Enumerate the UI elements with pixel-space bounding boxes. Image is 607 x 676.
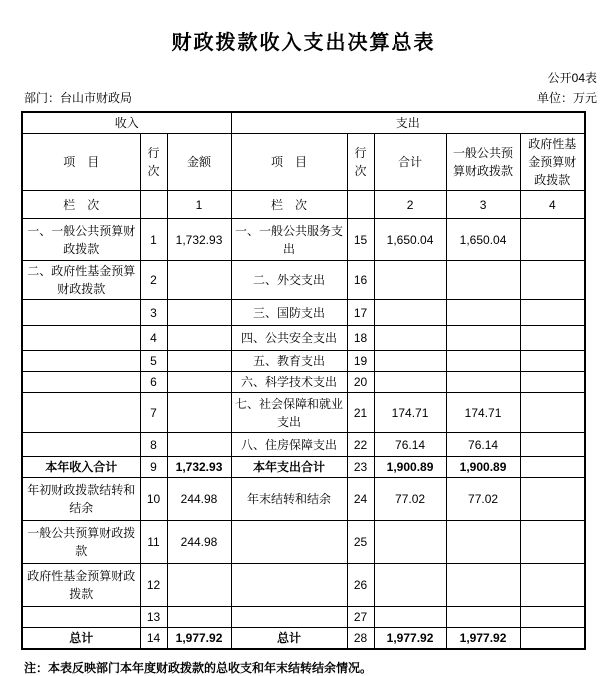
income-amount-cell: 1,732.93 xyxy=(167,219,231,261)
income-rowno-cell: 4 xyxy=(140,326,167,351)
expense-item-cell xyxy=(231,564,347,607)
income-amount-cell xyxy=(167,433,231,457)
income-item-cell: 二、政府性基金预算财政拨款 xyxy=(22,261,140,300)
income-item-cell xyxy=(22,433,140,457)
section-header-row xyxy=(22,112,585,134)
expense-rowno-cell: 21 xyxy=(347,393,374,433)
column-header-row xyxy=(22,134,585,191)
expense-rowno-cell: 22 xyxy=(347,433,374,457)
table-row xyxy=(22,433,585,457)
expense-general-cell: 1,900.89 xyxy=(446,457,520,478)
income-item-cell xyxy=(22,300,140,326)
expense-general-cell xyxy=(446,521,520,564)
table-row xyxy=(22,478,585,521)
expense-fund-cell xyxy=(520,219,585,261)
income-item-cell: 政府性基金预算财政拨款 xyxy=(22,564,140,607)
expense-total-cell xyxy=(374,351,446,372)
income-amount-cell xyxy=(167,607,231,628)
table-row xyxy=(22,351,585,372)
expense-item-cell: 七、社会保障和就业支出 xyxy=(231,393,347,433)
expense-fund-cell xyxy=(520,351,585,372)
income-item-cell: 一般公共预算财政拨款 xyxy=(22,521,140,564)
income-amount-cell xyxy=(167,372,231,393)
income-amount-cell: 244.98 xyxy=(167,521,231,564)
expense-rowno-cell: 15 xyxy=(347,219,374,261)
expense-rowno-cell: 19 xyxy=(347,351,374,372)
expense-item-cell: 一、一般公共服务支出 xyxy=(231,219,347,261)
income-amount-cell: 1,977.92 xyxy=(167,628,231,650)
expense-general-cell: 1,977.92 xyxy=(446,628,520,650)
income-item-cell: 本年收入合计 xyxy=(22,457,140,478)
expense-fund-cell xyxy=(520,326,585,351)
income-amount-cell xyxy=(167,393,231,433)
expense-rowno-index-blank xyxy=(347,191,374,219)
income-rowno-cell: 9 xyxy=(140,457,167,478)
expense-general-cell: 76.14 xyxy=(446,433,520,457)
expense-section-header: 支出 xyxy=(231,112,585,134)
table-row xyxy=(22,326,585,351)
income-section-header: 收入 xyxy=(22,112,231,134)
income-rowno-cell: 6 xyxy=(140,372,167,393)
expense-index-label: 栏 次 xyxy=(231,191,347,219)
income-item-cell xyxy=(22,607,140,628)
meta-line xyxy=(0,86,607,111)
income-amount-cell xyxy=(167,261,231,300)
page-title: 财政拨款收入支出决算总表 xyxy=(171,32,436,54)
income-item-cell xyxy=(22,326,140,351)
expense-item-cell: 三、国防支出 xyxy=(231,300,347,326)
expense-fund-cell xyxy=(520,521,585,564)
income-rowno-cell: 7 xyxy=(140,393,167,433)
income-item-cell: 一、一般公共预算财政拨款 xyxy=(22,219,140,261)
income-rowno-cell: 2 xyxy=(140,261,167,300)
expense-fund-cell xyxy=(520,300,585,326)
expense-total-cell xyxy=(374,300,446,326)
expense-item-cell: 年末结转和结余 xyxy=(231,478,347,521)
income-amount-header: 金额 xyxy=(167,134,231,191)
expense-rowno-cell: 17 xyxy=(347,300,374,326)
expense-total-cell: 174.71 xyxy=(374,393,446,433)
unit-label: 单位：万元 xyxy=(536,91,597,105)
income-amount-cell xyxy=(167,326,231,351)
income-item-cell xyxy=(22,372,140,393)
column-index-row xyxy=(22,191,585,219)
expense-fund-cell xyxy=(520,393,585,433)
expense-item-header: 项 目 xyxy=(231,134,347,191)
expense-total-cell: 76.14 xyxy=(374,433,446,457)
expense-total-cell: 1,900.89 xyxy=(374,457,446,478)
expense-item-cell: 六、科学技术支出 xyxy=(231,372,347,393)
expense-fund-cell xyxy=(520,433,585,457)
table-code-label: 公开04表 xyxy=(547,71,597,85)
income-rowno-cell: 1 xyxy=(140,219,167,261)
expense-fund-cell xyxy=(520,372,585,393)
table-row xyxy=(22,300,585,326)
expense-rowno-cell: 24 xyxy=(347,478,374,521)
expense-total-cell xyxy=(374,564,446,607)
income-amount-cell: 244.98 xyxy=(167,478,231,521)
income-item-cell: 总计 xyxy=(22,628,140,650)
expense-general-cell: 1,650.04 xyxy=(446,219,520,261)
expense-total-cell: 77.02 xyxy=(374,478,446,521)
grand-total-row xyxy=(22,628,585,650)
expense-rowno-cell: 16 xyxy=(347,261,374,300)
table-row xyxy=(22,219,585,261)
expense-general-cell xyxy=(446,326,520,351)
expense-rowno-cell: 20 xyxy=(347,372,374,393)
expense-govt-fund-header: 政府性基金预算财政拨款 xyxy=(520,134,585,191)
expense-rowno-header: 行次 xyxy=(347,134,374,191)
expense-total-index: 2 xyxy=(374,191,446,219)
expense-rowno-cell: 25 xyxy=(347,521,374,564)
income-rowno-cell: 8 xyxy=(140,433,167,457)
expense-fund-cell xyxy=(520,628,585,650)
income-amount-cell xyxy=(167,351,231,372)
table-row xyxy=(22,261,585,300)
expense-item-cell: 总计 xyxy=(231,628,347,650)
current-year-total-row xyxy=(22,457,585,478)
income-index-label: 栏 次 xyxy=(22,191,140,219)
expense-fund-cell xyxy=(520,457,585,478)
income-rowno-cell: 12 xyxy=(140,564,167,607)
expense-general-cell xyxy=(446,300,520,326)
expense-rowno-cell: 23 xyxy=(347,457,374,478)
income-item-header: 项 目 xyxy=(22,134,140,191)
income-item-cell xyxy=(22,393,140,433)
expense-item-cell: 五、教育支出 xyxy=(231,351,347,372)
income-rowno-cell: 5 xyxy=(140,351,167,372)
income-amount-cell xyxy=(167,300,231,326)
expense-fund-cell xyxy=(520,607,585,628)
expense-rowno-cell: 18 xyxy=(347,326,374,351)
expense-total-cell xyxy=(374,326,446,351)
income-rowno-cell: 10 xyxy=(140,478,167,521)
expense-total-cell: 1,977.92 xyxy=(374,628,446,650)
expense-total-cell: 1,650.04 xyxy=(374,219,446,261)
expense-general-cell: 77.02 xyxy=(446,478,520,521)
expense-general-cell xyxy=(446,351,520,372)
expense-item-cell xyxy=(231,521,347,564)
expense-general-cell xyxy=(446,261,520,300)
expense-fund-index: 4 xyxy=(520,191,585,219)
income-amount-cell xyxy=(167,564,231,607)
expense-rowno-cell: 28 xyxy=(347,628,374,650)
expense-total-cell xyxy=(374,372,446,393)
expense-fund-cell xyxy=(520,261,585,300)
expense-general-index: 3 xyxy=(446,191,520,219)
expense-total-cell xyxy=(374,607,446,628)
income-rowno-cell: 11 xyxy=(140,521,167,564)
expense-item-cell: 四、公共安全支出 xyxy=(231,326,347,351)
expense-fund-cell xyxy=(520,564,585,607)
table-row xyxy=(22,607,585,628)
expense-item-cell: 八、住房保障支出 xyxy=(231,433,347,457)
income-amount-index: 1 xyxy=(167,191,231,219)
expense-fund-cell xyxy=(520,478,585,521)
table-row xyxy=(22,564,585,607)
income-item-cell xyxy=(22,351,140,372)
table-row xyxy=(22,372,585,393)
income-rowno-cell: 13 xyxy=(140,607,167,628)
expense-rowno-cell: 26 xyxy=(347,564,374,607)
expense-general-cell xyxy=(446,564,520,607)
expense-item-cell: 二、外交支出 xyxy=(231,261,347,300)
table-row xyxy=(22,521,585,564)
income-rowno-cell: 3 xyxy=(140,300,167,326)
expense-item-cell: 本年支出合计 xyxy=(231,457,347,478)
income-rowno-cell: 14 xyxy=(140,628,167,650)
department-label: 部门：台山市财政局 xyxy=(24,91,133,105)
income-amount-cell: 1,732.93 xyxy=(167,457,231,478)
income-rowno-index-blank xyxy=(140,191,167,219)
expense-total-cell xyxy=(374,521,446,564)
expense-general-cell: 174.71 xyxy=(446,393,520,433)
expense-general-budget-header: 一般公共预算财政拨款 xyxy=(446,134,520,191)
expense-item-cell xyxy=(231,607,347,628)
expense-general-cell xyxy=(446,607,520,628)
expense-total-cell xyxy=(374,261,446,300)
table-row xyxy=(22,393,585,433)
expense-rowno-cell: 27 xyxy=(347,607,374,628)
expense-total-header: 合计 xyxy=(374,134,446,191)
table-footnote: 注：本表反映部门本年度财政拨款的总收支和年末结转结余情况。 xyxy=(24,661,373,675)
expense-general-cell xyxy=(446,372,520,393)
income-item-cell: 年初财政拨款结转和结余 xyxy=(22,478,140,521)
income-rowno-header: 行次 xyxy=(140,134,167,191)
fiscal-appropriation-table xyxy=(21,111,586,650)
